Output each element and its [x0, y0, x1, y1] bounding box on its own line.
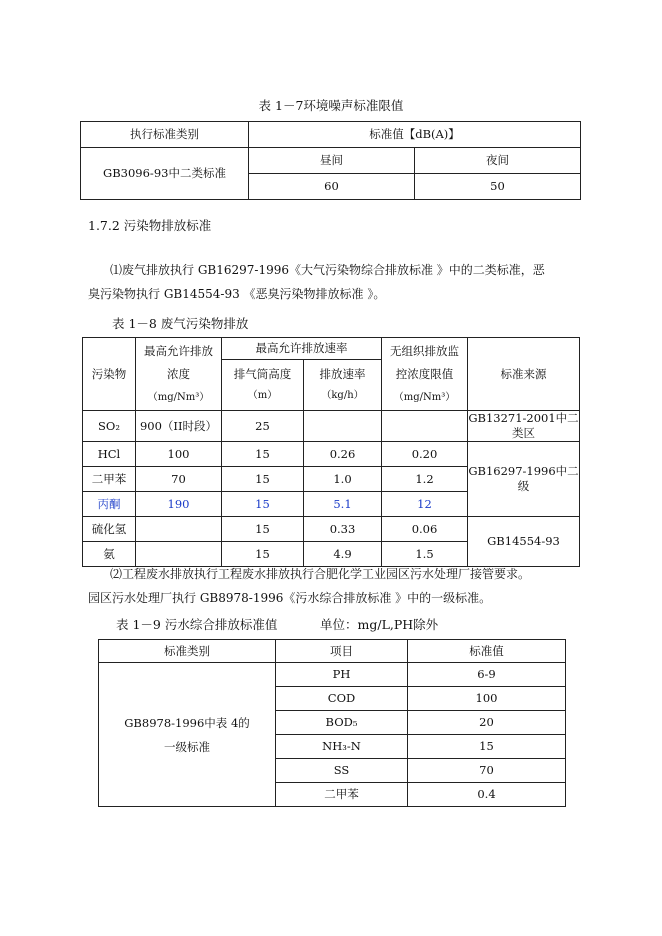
waste-gas-table	[82, 337, 580, 567]
header-value: 标准值	[408, 640, 566, 663]
paragraph-2-line-1: ⑵工程废水排放执行工程废水排放执行合肥化学工业园区污水处理厂接管要求。	[110, 567, 531, 581]
header-standard-value: 标准值【dB(A)】	[249, 122, 581, 148]
header-night: 夜间	[415, 148, 581, 174]
header-item: 项目	[276, 640, 408, 663]
source-gb16297: GB16297-1996中二级	[468, 442, 580, 517]
section-heading: 1.7.2 污染物排放标准	[88, 218, 212, 233]
table-row: 二甲苯 0.4	[99, 783, 566, 807]
header-max-concentration: 最高允许排放 浓度 （mg/Nm³）	[136, 338, 222, 411]
header-category: 标准类别	[99, 640, 276, 663]
table-row: COD 100	[99, 687, 566, 711]
header-emission-rate: 排放速率 （kg/h）	[304, 360, 382, 411]
table-row: 二甲苯 70 15 1.0 1.2	[83, 467, 580, 492]
header-max-rate: 最高允许排放速率	[222, 338, 382, 360]
noise-standard-table	[80, 121, 581, 200]
table-row: BOD₅ 20	[99, 711, 566, 735]
header-fugitive-limit: 无组织排放监 控浓度限值 （mg/Nm³）	[382, 338, 468, 411]
paragraph-1-line-1: ⑴废气排放执行 GB16297-1996《大气污染物综合排放标准 》中的二类标准，恶	[110, 263, 545, 277]
table-1-8-caption: 表 1－8 废气污染物排放	[112, 316, 249, 331]
table-row: HCl 100 15 0.26 0.20 GB16297-1996中二级	[83, 442, 580, 467]
paragraph-1-line-2: 臭污染物执行 GB14554-93 《恶臭污染物排放标准 》。	[88, 287, 386, 301]
day-value: 60	[249, 174, 415, 200]
standard-name: GB3096-93中二类标准	[81, 148, 249, 200]
table-row: GB8978-1996中表 4的 一级标准 PH 6-9	[99, 663, 566, 687]
table-1-9-caption: 表 1－9 污水综合排放标准值	[116, 617, 278, 632]
table-row: SO₂ 900（II时段） 25 GB13271-2001中二类区	[83, 411, 580, 442]
table-row: 氨 15 4.9 1.5	[83, 542, 580, 567]
standard-category: GB8978-1996中表 4的 一级标准	[99, 663, 276, 807]
source-gb14554: GB14554-93	[468, 517, 580, 567]
table-row: SS 70	[99, 759, 566, 783]
header-stack-height: 排气筒高度 （m）	[222, 360, 304, 411]
header-category: 执行标准类别	[81, 122, 249, 148]
table-row: 硫化氢 15 0.33 0.06 GB14554-93	[83, 517, 580, 542]
wastewater-table	[98, 639, 566, 807]
night-value: 50	[415, 174, 581, 200]
paragraph-2-line-2: 园区污水处理厂执行 GB8978-1996《污水综合排放标准 》中的一级标准。	[88, 591, 492, 605]
table-row: 丙酮 190 15 5.1 12	[83, 492, 580, 517]
table-1-9-unit: 单位：mg/L,PH除外	[320, 617, 439, 632]
source-gb13271: GB13271-2001中二类区	[468, 411, 579, 440]
header-standard-source: 标准来源	[468, 338, 580, 411]
table-row: NH₃-N 15	[99, 735, 566, 759]
header-pollutant: 污染物	[83, 338, 136, 411]
table-1-7-caption: 表 1－7环境噪声标准限值	[258, 98, 404, 113]
header-day: 昼间	[249, 148, 415, 174]
